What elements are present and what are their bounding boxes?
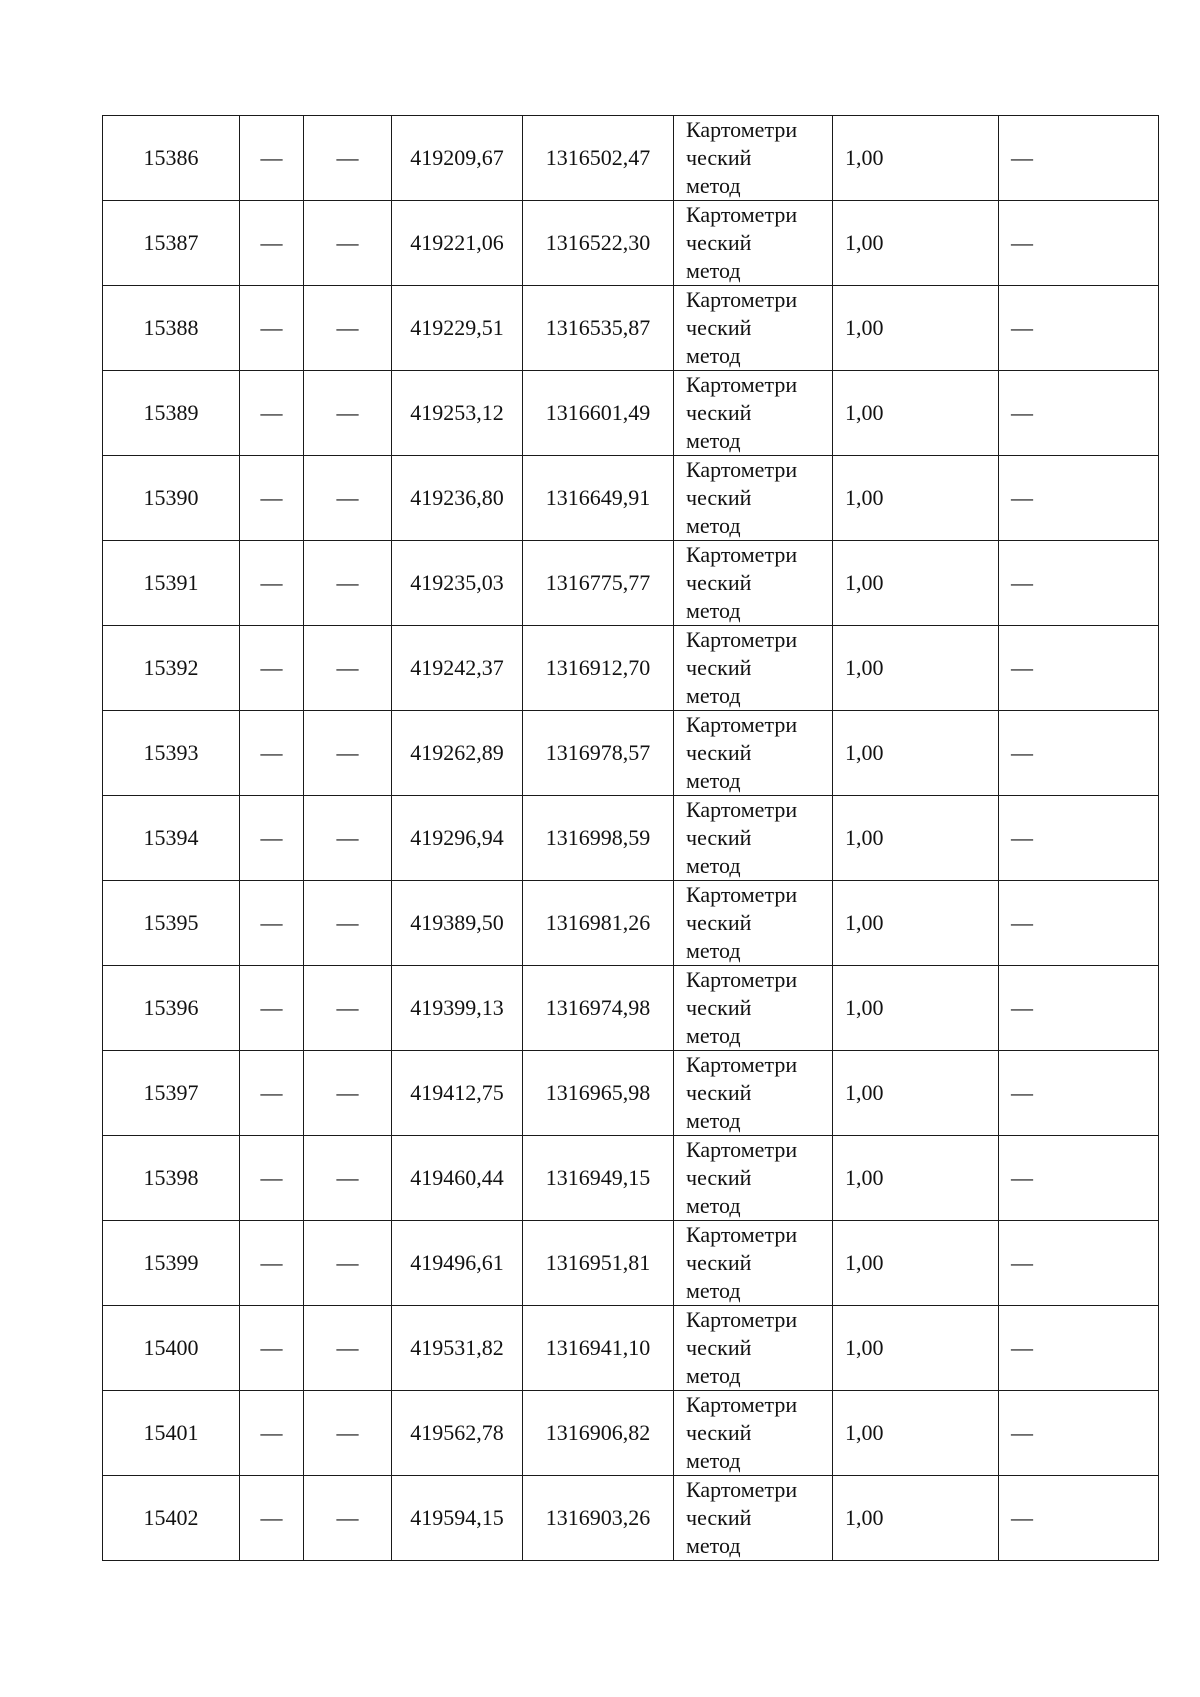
old-x-cell: —: [240, 201, 304, 286]
method-text-line: Картометри: [686, 117, 798, 142]
point-number-cell: 15391: [103, 541, 240, 626]
description-cell: —: [999, 456, 1159, 541]
x-coordinate-cell: 419296,94: [392, 796, 523, 881]
x-coordinate-cell: 419594,15: [392, 1476, 523, 1561]
point-number-cell: 15390: [103, 456, 240, 541]
accuracy-cell: 1,00: [833, 1136, 999, 1221]
old-x-cell: —: [240, 711, 304, 796]
table-row: [103, 1391, 1159, 1476]
method-text-line: метод: [686, 938, 741, 963]
method-text-line: ческий: [686, 1420, 752, 1445]
accuracy-cell: 1,00: [833, 1476, 999, 1561]
point-number-cell: 15389: [103, 371, 240, 456]
accuracy-cell: 1,00: [833, 1221, 999, 1306]
method-text-line: Картометри: [686, 542, 798, 567]
x-coordinate-cell: 419531,82: [392, 1306, 523, 1391]
method-text-line: метод: [686, 1278, 741, 1303]
point-number-cell: 15392: [103, 626, 240, 711]
coordinates-table: [102, 115, 1159, 1561]
table-row: [103, 1136, 1159, 1221]
description-cell: —: [999, 1476, 1159, 1561]
method-text-line: Картометри: [686, 1477, 798, 1502]
x-coordinate-cell: 419460,44: [392, 1136, 523, 1221]
table-row: [103, 286, 1159, 371]
y-coordinate-cell: 1316965,98: [523, 1051, 674, 1136]
method-text-line: ческий: [686, 485, 752, 510]
old-x-cell: —: [240, 456, 304, 541]
old-x-cell: —: [240, 796, 304, 881]
method-text-line: Картометри: [686, 627, 798, 652]
description-cell: —: [999, 286, 1159, 371]
method-cell: [674, 286, 833, 371]
table-row: [103, 966, 1159, 1051]
y-coordinate-cell: 1316649,91: [523, 456, 674, 541]
method-text-line: метод: [686, 683, 741, 708]
old-x-cell: —: [240, 1391, 304, 1476]
description-cell: —: [999, 711, 1159, 796]
table-row: [103, 1306, 1159, 1391]
method-text-line: ческий: [686, 400, 752, 425]
method-cell: [674, 541, 833, 626]
description-cell: —: [999, 541, 1159, 626]
method-cell: [674, 1136, 833, 1221]
old-x-cell: —: [240, 1221, 304, 1306]
method-text-line: ческий: [686, 315, 752, 340]
method-text-line: ческий: [686, 1165, 752, 1190]
x-coordinate-cell: 419389,50: [392, 881, 523, 966]
method-text-line: ческий: [686, 825, 752, 850]
method-text-line: Картометри: [686, 1137, 798, 1162]
description-cell: —: [999, 881, 1159, 966]
accuracy-cell: 1,00: [833, 1051, 999, 1136]
accuracy-cell: 1,00: [833, 456, 999, 541]
y-coordinate-cell: 1316978,57: [523, 711, 674, 796]
method-text-line: Картометри: [686, 1222, 798, 1247]
method-cell: [674, 796, 833, 881]
method-cell: [674, 371, 833, 456]
method-cell: [674, 1391, 833, 1476]
table-row: [103, 1051, 1159, 1136]
method-text-line: метод: [686, 768, 741, 793]
old-y-cell: —: [304, 201, 392, 286]
method-cell: [674, 966, 833, 1051]
method-cell: [674, 1306, 833, 1391]
old-y-cell: —: [304, 966, 392, 1051]
x-coordinate-cell: 419496,61: [392, 1221, 523, 1306]
method-text-line: метод: [686, 1023, 741, 1048]
point-number-cell: 15393: [103, 711, 240, 796]
accuracy-cell: 1,00: [833, 796, 999, 881]
method-text-line: метод: [686, 1363, 741, 1388]
table-row: [103, 626, 1159, 711]
method-text-line: ческий: [686, 1250, 752, 1275]
method-text-line: Картометри: [686, 372, 798, 397]
old-x-cell: —: [240, 116, 304, 201]
description-cell: —: [999, 1306, 1159, 1391]
method-cell: [674, 456, 833, 541]
x-coordinate-cell: 419253,12: [392, 371, 523, 456]
y-coordinate-cell: 1316522,30: [523, 201, 674, 286]
accuracy-cell: 1,00: [833, 881, 999, 966]
method-cell: [674, 711, 833, 796]
method-text-line: метод: [686, 1448, 741, 1473]
accuracy-cell: 1,00: [833, 201, 999, 286]
accuracy-cell: 1,00: [833, 286, 999, 371]
point-number-cell: 15388: [103, 286, 240, 371]
description-cell: —: [999, 371, 1159, 456]
method-text-line: Картометри: [686, 287, 798, 312]
y-coordinate-cell: 1316951,81: [523, 1221, 674, 1306]
method-text-line: ческий: [686, 910, 752, 935]
table-row: [103, 711, 1159, 796]
old-y-cell: —: [304, 796, 392, 881]
y-coordinate-cell: 1316601,49: [523, 371, 674, 456]
point-number-cell: 15400: [103, 1306, 240, 1391]
old-y-cell: —: [304, 711, 392, 796]
method-text-line: метод: [686, 853, 741, 878]
table-row: [103, 371, 1159, 456]
old-x-cell: —: [240, 1136, 304, 1221]
point-number-cell: 15402: [103, 1476, 240, 1561]
accuracy-cell: 1,00: [833, 541, 999, 626]
y-coordinate-cell: 1316502,47: [523, 116, 674, 201]
old-x-cell: —: [240, 1051, 304, 1136]
y-coordinate-cell: 1316998,59: [523, 796, 674, 881]
y-coordinate-cell: 1316775,77: [523, 541, 674, 626]
method-text-line: метод: [686, 343, 741, 368]
old-y-cell: —: [304, 456, 392, 541]
old-y-cell: —: [304, 626, 392, 711]
y-coordinate-cell: 1316981,26: [523, 881, 674, 966]
y-coordinate-cell: 1316941,10: [523, 1306, 674, 1391]
description-cell: —: [999, 796, 1159, 881]
x-coordinate-cell: 419209,67: [392, 116, 523, 201]
point-number-cell: 15395: [103, 881, 240, 966]
method-text-line: Картометри: [686, 712, 798, 737]
old-y-cell: —: [304, 116, 392, 201]
accuracy-cell: 1,00: [833, 626, 999, 711]
method-text-line: ческий: [686, 1335, 752, 1360]
old-y-cell: —: [304, 286, 392, 371]
y-coordinate-cell: 1316912,70: [523, 626, 674, 711]
method-text-line: ческий: [686, 740, 752, 765]
method-text-line: метод: [686, 513, 741, 538]
accuracy-cell: 1,00: [833, 966, 999, 1051]
description-cell: —: [999, 1221, 1159, 1306]
x-coordinate-cell: 419399,13: [392, 966, 523, 1051]
y-coordinate-cell: 1316906,82: [523, 1391, 674, 1476]
old-y-cell: —: [304, 881, 392, 966]
method-cell: [674, 881, 833, 966]
method-text-line: ческий: [686, 655, 752, 680]
x-coordinate-cell: 419262,89: [392, 711, 523, 796]
accuracy-cell: 1,00: [833, 711, 999, 796]
point-number-cell: 15399: [103, 1221, 240, 1306]
old-x-cell: —: [240, 541, 304, 626]
x-coordinate-cell: 419235,03: [392, 541, 523, 626]
old-x-cell: —: [240, 1476, 304, 1561]
method-text-line: метод: [686, 1533, 741, 1558]
method-text-line: Картометри: [686, 1307, 798, 1332]
table-row: [103, 541, 1159, 626]
method-text-line: метод: [686, 258, 741, 283]
old-y-cell: —: [304, 1391, 392, 1476]
method-text-line: ческий: [686, 1080, 752, 1105]
y-coordinate-cell: 1316535,87: [523, 286, 674, 371]
method-text-line: метод: [686, 1108, 741, 1133]
y-coordinate-cell: 1316974,98: [523, 966, 674, 1051]
method-text-line: метод: [686, 1193, 741, 1218]
old-y-cell: —: [304, 1476, 392, 1561]
description-cell: —: [999, 1136, 1159, 1221]
table-row: [103, 201, 1159, 286]
table-row: [103, 796, 1159, 881]
method-text-line: метод: [686, 428, 741, 453]
point-number-cell: 15398: [103, 1136, 240, 1221]
description-cell: —: [999, 626, 1159, 711]
description-cell: —: [999, 116, 1159, 201]
description-cell: —: [999, 966, 1159, 1051]
method-text-line: ческий: [686, 570, 752, 595]
method-text-line: ческий: [686, 230, 752, 255]
accuracy-cell: 1,00: [833, 1391, 999, 1476]
method-cell: [674, 1221, 833, 1306]
old-x-cell: —: [240, 881, 304, 966]
method-cell: [674, 116, 833, 201]
table-row: [103, 116, 1159, 201]
old-x-cell: —: [240, 286, 304, 371]
x-coordinate-cell: 419221,06: [392, 201, 523, 286]
method-text-line: Картометри: [686, 882, 798, 907]
old-y-cell: —: [304, 1136, 392, 1221]
old-x-cell: —: [240, 626, 304, 711]
point-number-cell: 15387: [103, 201, 240, 286]
table-body: [103, 116, 1159, 1561]
y-coordinate-cell: 1316949,15: [523, 1136, 674, 1221]
table-row: [103, 881, 1159, 966]
method-text-line: метод: [686, 173, 741, 198]
accuracy-cell: 1,00: [833, 371, 999, 456]
method-text-line: Картометри: [686, 457, 798, 482]
method-cell: [674, 626, 833, 711]
old-y-cell: —: [304, 541, 392, 626]
point-number-cell: 15394: [103, 796, 240, 881]
point-number-cell: 15401: [103, 1391, 240, 1476]
point-number-cell: 15397: [103, 1051, 240, 1136]
old-y-cell: —: [304, 1221, 392, 1306]
old-x-cell: —: [240, 966, 304, 1051]
table-row: [103, 456, 1159, 541]
old-x-cell: —: [240, 1306, 304, 1391]
old-x-cell: —: [240, 371, 304, 456]
method-text-line: ческий: [686, 1505, 752, 1530]
accuracy-cell: 1,00: [833, 1306, 999, 1391]
x-coordinate-cell: 419412,75: [392, 1051, 523, 1136]
x-coordinate-cell: 419562,78: [392, 1391, 523, 1476]
method-text-line: Картометри: [686, 967, 798, 992]
description-cell: —: [999, 201, 1159, 286]
table-row: [103, 1221, 1159, 1306]
old-y-cell: —: [304, 1051, 392, 1136]
x-coordinate-cell: 419236,80: [392, 456, 523, 541]
old-y-cell: —: [304, 371, 392, 456]
method-text-line: ческий: [686, 145, 752, 170]
method-text-line: Картометри: [686, 1392, 798, 1417]
x-coordinate-cell: 419242,37: [392, 626, 523, 711]
y-coordinate-cell: 1316903,26: [523, 1476, 674, 1561]
point-number-cell: 15386: [103, 116, 240, 201]
method-cell: [674, 1476, 833, 1561]
description-cell: —: [999, 1391, 1159, 1476]
method-text-line: ческий: [686, 995, 752, 1020]
x-coordinate-cell: 419229,51: [392, 286, 523, 371]
description-cell: —: [999, 1051, 1159, 1136]
table-row: [103, 1476, 1159, 1561]
method-text-line: Картометри: [686, 202, 798, 227]
accuracy-cell: 1,00: [833, 116, 999, 201]
method-cell: [674, 201, 833, 286]
point-number-cell: 15396: [103, 966, 240, 1051]
method-text-line: Картометри: [686, 1052, 798, 1077]
method-cell: [674, 1051, 833, 1136]
old-y-cell: —: [304, 1306, 392, 1391]
method-text-line: Картометри: [686, 797, 798, 822]
method-text-line: метод: [686, 598, 741, 623]
